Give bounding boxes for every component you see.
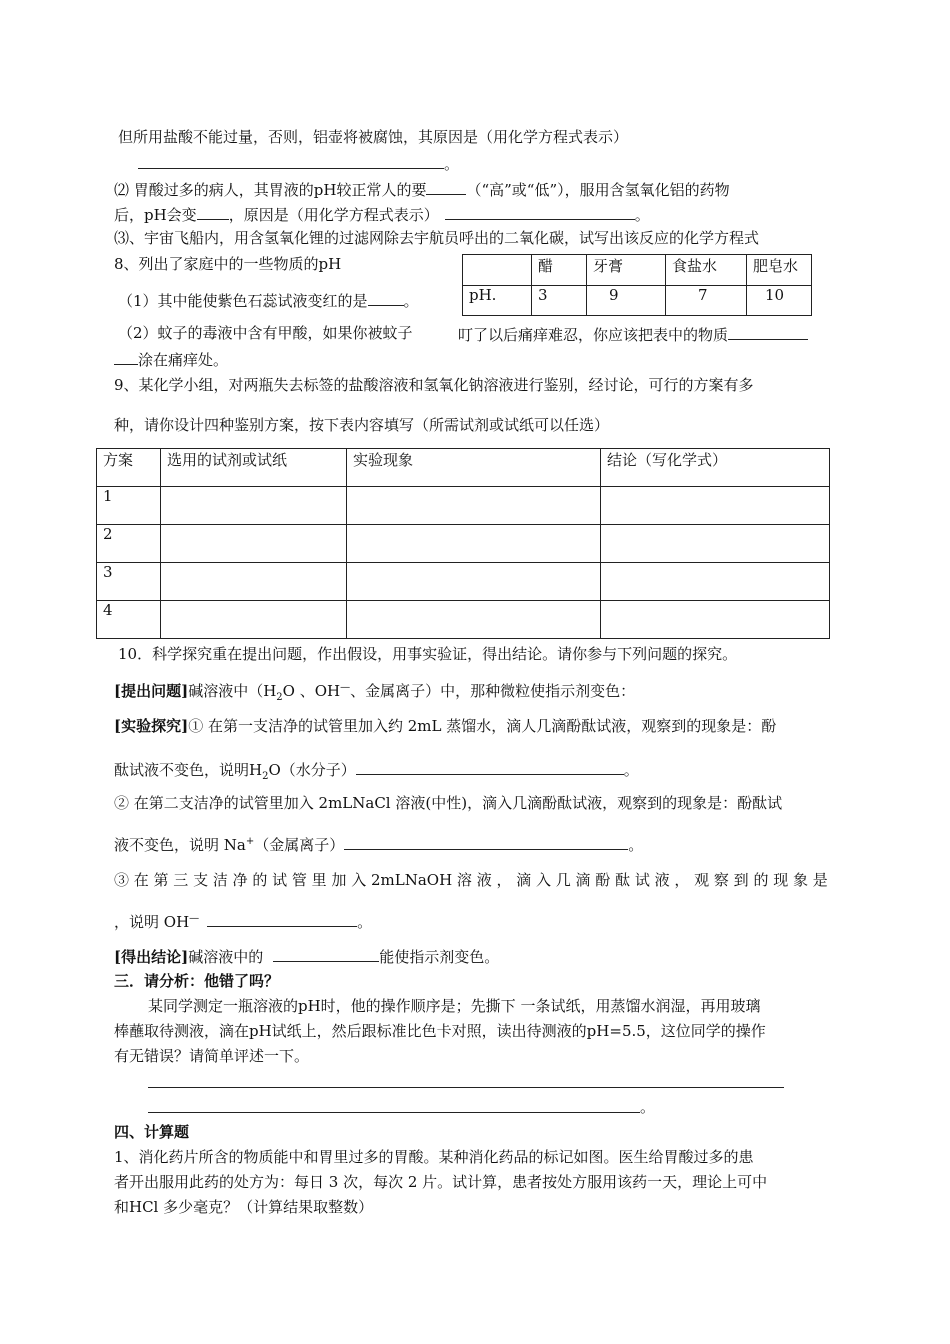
identification-table [96, 448, 830, 639]
section3-para-line1: 某同学测定一瓶溶液的pH时，他的操作顺序是；先撕下 一条试纸，用蒸馏水润湿，再用玻璃 [148, 997, 761, 1015]
ph-row-label: pH. [463, 286, 532, 316]
table-row [97, 525, 830, 563]
ph-table [462, 254, 812, 316]
ph-table-header: 醋 [532, 255, 587, 286]
section4-para-line1: 1、消化药片所含的物质能中和胃里过多的胃酸。某种消化药品的标记如图。医生给胃酸过多的患 [114, 1148, 754, 1166]
q10-exp2-line1: ② 在第二支洁净的试管里加入 2mLNaCl 溶液(中性)，滴入几滴酚酞试液，观察到的现象是：酚酞试 [114, 794, 783, 812]
q7-part2-line2: 后，pH会变 ，原因是（用化学方程式表示） 。 [114, 203, 650, 225]
q10-exp1-line2: 酞试液不变色，说明$H_2O$（水分子） 。 [114, 758, 639, 780]
q10-exp3-line1: ③ 在 第 三 支 洁 净 的 试 管 里 加 入 2mLNaOH 溶 液 ， 滴 入 几 滴 酚 酞 试 液 ， 观 察 到 的 现 象 是 [114, 871, 828, 889]
q7-answer-line: 。 [138, 152, 459, 174]
ph-value: 7 [666, 286, 747, 316]
phenomenon-cell[interactable] [347, 601, 601, 639]
answer-line-end: 。 [640, 1098, 656, 1116]
reagent-cell[interactable] [161, 601, 347, 639]
id-table-header: 选用的试剂或试纸 [161, 449, 347, 487]
q7-line1: 但所用盐酸不能过量，否则，铝壶将被腐蚀，其原因是（用化学方程式表示） [118, 128, 629, 146]
section4-para-line2: 者开出服用此药的处方为：每日 3 次，每次 2 片。试计算，患者按处方服用该药一天，理论上可中 [114, 1173, 768, 1191]
plan-number: 3 [97, 563, 161, 601]
answer-blank[interactable] [356, 758, 624, 775]
reagent-cell[interactable] [161, 563, 347, 601]
answer-blank[interactable] [445, 203, 635, 220]
reagent-cell[interactable] [161, 525, 347, 563]
answer-blank[interactable] [344, 833, 628, 850]
q10-exp2-line2: 液不变色，说明 Na+（金属离子） 。 [114, 833, 643, 855]
plan-number: 4 [97, 601, 161, 639]
q10-conclusion: [得出结论]碱溶液中的 能使指示剂变色。 [114, 945, 499, 967]
q8-item2-line1: （2）蚊子的毒液中含有甲酸，如果你被蚊子 [118, 324, 413, 342]
answer-blank[interactable] [207, 910, 357, 927]
q7-part2-line1: ⑵ 胃酸过多的病人，其胃液的pH较正常人的要 （“高”或“低”），服用含氢氧化铝的药物 [114, 178, 730, 200]
phenomenon-cell[interactable] [347, 487, 601, 525]
q8-item2-line2: 涂在痛痒处。 [114, 348, 228, 370]
ph-value: 9 [587, 286, 666, 316]
q10-intro: 10．科学探究重在提出问题，作出假设，用事实验证，得出结论。请你参与下列问题的探究。 [118, 645, 738, 663]
answer-line[interactable] [148, 1087, 784, 1088]
section3-title: 三．请分析：他错了吗？ [114, 972, 280, 990]
section4-para-line3: 和HCl 多少毫克？（计算结果取整数） [114, 1198, 374, 1216]
phenomenon-cell[interactable] [347, 563, 601, 601]
ph-table-header: 牙膏 [587, 255, 666, 286]
ph-value: 3 [532, 286, 587, 316]
conclusion-cell[interactable] [601, 563, 830, 601]
reagent-cell[interactable] [161, 487, 347, 525]
q9-line2: 种，请你设计四种鉴别方案，按下表内容填写（所需试剂或试纸可以任选） [114, 416, 610, 434]
q10-exp1-line1: [实验探究]① 在第一支洁净的试管里加入约 2mL 蒸馏水，滴人几滴酚酞试液，观察到的现象是：酚 [114, 717, 777, 735]
ph-table-header: 肥皂水 [747, 255, 812, 286]
section3-para-line3: 有无错误？请简单评述一下。 [114, 1047, 310, 1065]
conclusion-cell[interactable] [601, 601, 830, 639]
conclusion-cell[interactable] [601, 487, 830, 525]
answer-blank[interactable] [197, 203, 229, 220]
table-row [97, 601, 830, 639]
table-row [97, 563, 830, 601]
conclusion-cell[interactable] [601, 525, 830, 563]
q8-title: 8、列出了家庭中的一些物质的pH [114, 255, 342, 273]
ph-value: 10 [747, 286, 812, 316]
q7-part3: ⑶、宇宙飞船内，用含氢氧化锂的过滤网除去宇航员呼出的二氧化碳，试写出该反应的化学方程式 [114, 229, 760, 247]
answer-blank[interactable] [728, 323, 808, 340]
q10-ask: [提出问题]碱溶液中（$H_2O$ 、OH—、金属离子）中，那种微粒使指示剂变色： [114, 682, 636, 703]
answer-blank[interactable] [273, 945, 379, 962]
section4-title: 四、计算题 [114, 1123, 190, 1141]
q9-line1: 9、某化学小组，对两瓶失去标签的盐酸溶液和氢氧化钠溶液进行鉴别，经讨论，可行的方案有多 [114, 376, 754, 394]
plan-number: 2 [97, 525, 161, 563]
q8-item2-line1b: 叮了以后痛痒难忍，你应该把表中的物质 [458, 323, 808, 345]
answer-blank[interactable] [426, 178, 466, 195]
ph-table-corner [463, 255, 532, 286]
answer-line[interactable] [148, 1112, 640, 1113]
plan-number: 1 [97, 487, 161, 525]
ph-table-header: 食盐水 [666, 255, 747, 286]
table-row [97, 487, 830, 525]
answer-blank[interactable] [114, 348, 138, 365]
q10-exp3-line2: ，说明 OH— 。 [114, 910, 372, 932]
section3-para-line2: 棒蘸取待测液，滴在pH试纸上，然后跟标准比色卡对照，读出待测液的pH=5.5，这位同学的操作 [114, 1022, 766, 1040]
id-table-header: 结论（写化学式） [601, 449, 830, 487]
answer-blank[interactable] [368, 289, 404, 306]
id-table-header: 实验现象 [347, 449, 601, 487]
answer-blank[interactable] [138, 152, 444, 169]
phenomenon-cell[interactable] [347, 525, 601, 563]
id-table-header: 方案 [97, 449, 161, 487]
q8-item1: （1）其中能使紫色石蕊试液变红的是 。 [118, 289, 419, 311]
